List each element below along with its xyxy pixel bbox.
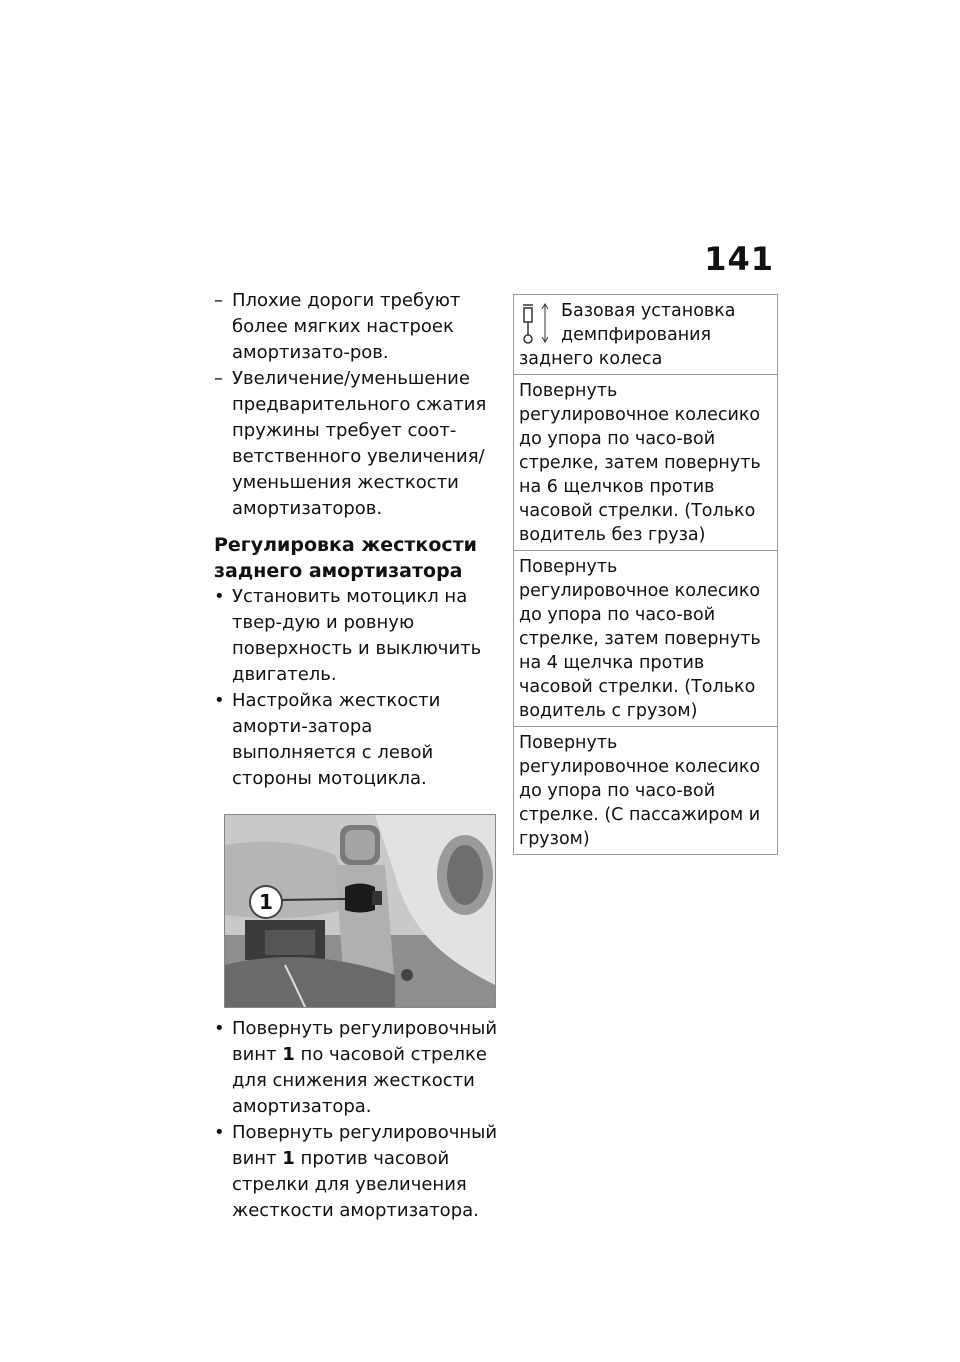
table-row — [514, 551, 778, 727]
shock-absorber-icon — [519, 301, 553, 347]
dash-item: – Плохие дороги требуют более мягких настроек амортизато-ров. — [214, 288, 500, 366]
page-number: 141 — [704, 240, 774, 278]
section-heading: Регулировка жесткости заднего амортизатора — [214, 534, 477, 582]
table-cell: Повернуть регулировочное колесико до упора по часо-вой стрелке, затем повернуть на 4 щелчка против часовой стрелки. (Только водитель с грузом) — [514, 551, 778, 727]
bullet-text: Повернуть регулировочный винт — [232, 1018, 498, 1065]
bullet-item — [214, 1120, 500, 1224]
table-cell: Повернуть регулировочное колесико до упора по часо-вой стрелке, затем повернуть на 6 щелчков против часовой стрелки. (Только водитель без груза) — [514, 375, 778, 551]
callout-marker: 1 — [249, 885, 283, 919]
damping-settings-table — [513, 294, 778, 855]
table-row — [514, 375, 778, 551]
bullet-item: • Установить мотоцикл на твер-дую и ровную поверхность и выключить двигатель. — [214, 584, 500, 688]
bullet-item — [214, 1016, 500, 1120]
bullet-text: Повернуть регулировочный винт — [232, 1122, 498, 1169]
table-header-text: Базовая установка демпфирования заднего колеса — [519, 301, 736, 369]
table-cell: Повернуть регулировочное колесико до упора по часо-вой стрелке. (С пассажиром и грузом) — [514, 727, 778, 855]
dash-item: – Увеличение/уменьшение предварительного сжатия пружины требует соот-ветственного увеличения/уменьшения жесткости амортизаторов. — [214, 366, 500, 522]
reference-number: 1 — [282, 1044, 295, 1065]
table-header-row — [514, 295, 778, 375]
bullet-text: против часовой стрелки для увеличения жесткости амортизатора. — [232, 1148, 479, 1221]
left-column — [214, 288, 500, 1224]
shock-adjuster-photo — [224, 814, 496, 1008]
table-row — [514, 727, 778, 855]
table-header-cell — [514, 295, 778, 375]
bullet-text: по часовой стрелке для снижения жесткости амортизатора. — [232, 1044, 488, 1117]
right-column — [513, 294, 778, 855]
bullet-item: • Настройка жесткости аморти-затора выполняется с левой стороны мотоцикла. — [214, 688, 500, 792]
reference-number: 1 — [282, 1148, 295, 1169]
